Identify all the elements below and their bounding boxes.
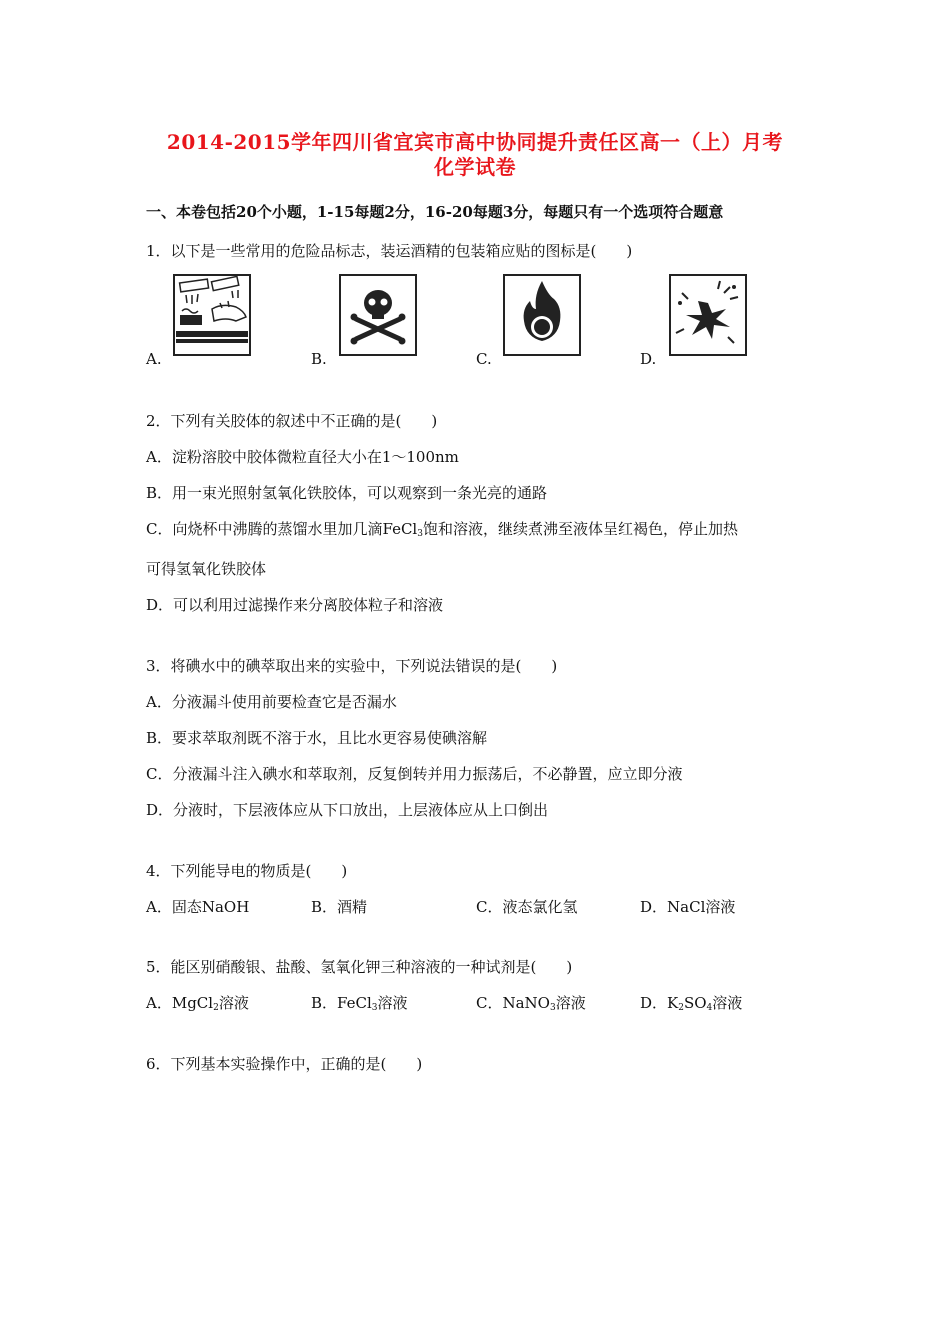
section-heading: 一、本卷包括20个小题，1-15每题2分，16-20每题3分，每题只有一个选项符合题意 xyxy=(146,203,724,221)
q5-option-d: D．$K_2SO_4$溶液 xyxy=(640,994,743,1013)
q4-stem: 4．下列能导电的物质是( ) xyxy=(146,862,348,880)
flammable-icon xyxy=(502,273,582,357)
q3-option-b: B．要求萃取剂既不溶于水，且比水更容易使碘溶解 xyxy=(146,729,488,747)
corrosive-icon xyxy=(172,273,252,357)
title-line-2: 化学试卷 xyxy=(434,155,516,179)
q4-option-d: D．NaCl溶液 xyxy=(640,898,736,916)
q5-option-a: A．MgCl$_2$溶液 xyxy=(146,994,249,1013)
q1-option-d-label: D. xyxy=(640,350,657,368)
q2-stem: 2．下列有关胶体的叙述中不正确的是( ) xyxy=(146,412,438,430)
title-line-1: 2014-2015学年四川省宜宾市高中协同提升责任区高一（上）月考 xyxy=(166,130,784,154)
q4-option-a: A．固态NaOH xyxy=(146,898,250,916)
toxic-skull-icon xyxy=(338,273,418,357)
q5-stem: 5．能区别硝酸银、盐酸、氢氧化钾三种溶液的一种试剂是( ) xyxy=(146,958,573,976)
q3-stem: 3．将碘水中的碘萃取出来的实验中，下列说法错误的是( ) xyxy=(146,657,558,675)
q2-option-d: D．可以利用过滤操作来分离胶体粒子和溶液 xyxy=(146,596,444,614)
q1-option-c-label: C. xyxy=(476,350,492,368)
q2-option-b: B．用一束光照射氢氧化铁胶体，可以观察到一条光亮的通路 xyxy=(146,484,548,502)
q4-option-b: B．酒精 xyxy=(311,898,368,916)
q3-option-c: C．分液漏斗注入碘水和萃取剂，反复倒转并用力振荡后，不必静置，应立即分液 xyxy=(146,765,683,783)
q2-option-c-continued: 可得氢氧化铁胶体 xyxy=(146,560,267,578)
q6-stem: 6．下列基本实验操作中，正确的是( ) xyxy=(146,1055,423,1073)
q1-option-b-label: B. xyxy=(311,350,327,368)
q2-option-c: C．向烧杯中沸腾的蒸馏水里加几滴FeCl$_3$饱和溶液，继续煮沸至液体呈红褐色，停止加热 xyxy=(146,520,738,539)
q3-option-d: D．分液时，下层液体应从下口放出，上层液体应从上口倒出 xyxy=(146,801,549,819)
q1-stem: 1．以下是一些常用的危险品标志，装运酒精的包装箱应贴的图标是( ) xyxy=(146,242,633,260)
q1-option-a-label: A. xyxy=(146,350,162,368)
q5-option-b: B．FeCl$_3$溶液 xyxy=(311,994,408,1013)
explosive-icon xyxy=(668,273,748,357)
q5-option-c: C．NaNO$_3$溶液 xyxy=(476,994,586,1013)
q4-option-c: C．液态氯化氢 xyxy=(476,898,578,916)
q2-option-a: A．淀粉溶胶中胶体微粒直径大小在1～100nm xyxy=(146,448,459,466)
q3-option-a: A．分液漏斗使用前要检查它是否漏水 xyxy=(146,693,397,711)
